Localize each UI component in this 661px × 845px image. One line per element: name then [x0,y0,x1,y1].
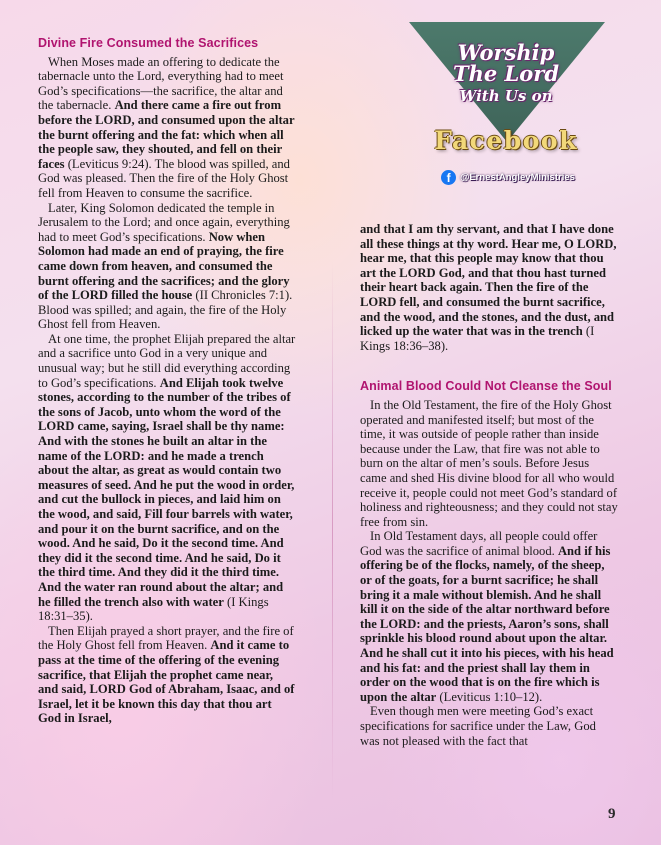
page-number: 9 [608,806,616,822]
facebook-icon: f [441,170,456,185]
promo-line-3: With Us on [459,87,553,105]
left-column [38,36,296,726]
paragraph-text: (Leviticus 1:10–12). [436,689,543,704]
paragraph-elijah-prayer [38,624,296,726]
section-heading-animal-blood: Animal Blood Could Not Cleanse the Soul [360,379,612,394]
paragraph-old-testament-fire: In the Old Testament, the fire of the Holy Ghost operated and manifested itself; but most of the time, it was outside of people rather than inside because under the Law, that fire was not able to burn on the altar of men’s souls. Before Jesus came and shed His divine blood for all who would receive it, people could not meet God’s standard of holiness and righteousness; and they could not stay free from sin. [360,397,618,529]
section-heading-divine-fire: Divine Fire Consumed the Sacrifices [38,36,259,50]
paragraph-text: In Old Testament days, all people could offer God was the sacrifice of animal blood. [360,529,598,558]
paragraph-elijah-altar [38,332,296,624]
paragraph-text: (I Kings 18:36–38). [360,324,595,353]
facebook-promo-banner[interactable] [395,22,617,192]
facebook-title: Facebook [434,126,578,155]
scripture-quote: And if his offering be of the flocks, namely, of the sheep, or of the goats, for a burnt sacrifice; he shall bring it a male without blemish. And he shall kill it on the side of the altar northward before the LORD: and the priests, Aaron’s sons, shall sprinkle his blood round about upon the altar. And he shall cut it into his pieces, with his head and his fat: and the priest shall lay them in order on the wood that is on the fire which is upon the altar [360,543,614,704]
paragraph-moses [38,55,296,201]
right-column [360,222,618,748]
paragraph-text: Then Elijah prayed a short prayer, and the fire of the Holy Ghost fell from Heaven. [38,623,294,653]
facebook-handle-text: @ErnestAngleyMinistries [460,171,575,183]
paragraph-law-sacrifice: Even though men were meeting God’s exact specifications for sacrifice under the Law, God was not pleased with the fact that [360,704,596,748]
paragraph-text: (Leviticus 9:24). The blood was spilled, and God was pleased. Then the fire of the Holy Ghost fell from Heaven to consume the sacrifice. [38,156,290,200]
scripture-quote: And there came a fire out from before the LORD, and consumed upon the altar the burnt offering and the fat: which when all the people saw, they shouted, and fell on their faces [38,98,295,171]
column-divider [332,260,333,800]
promo-tagline [395,42,617,107]
scripture-quote: and that I am thy servant, and that I have done all these things at thy word. Hear me, O LORD, hear me, that this people may know that thou art the LORD God, and that thou hast turned their heart back again. Then the fire of the LORD fell, and consumed the burnt sacrifice, and the wood, and the stones, and the dust, and licked up the water that was in the trench [360,222,617,339]
promo-line-1: Worship [457,40,555,65]
paragraph-text: At one time, the prophet Elijah prepared the altar and a sacrifice unto God in a very unique and unusual way; but he still did everything according to God’s specifications. [38,331,296,390]
paragraph-text: (I Kings 18:31–35). [38,594,269,624]
scripture-quote: And Elijah took twelve stones, according to the number of the tribes of the sons of Jacob, unto whom the word of the LORD came, saying, Israel shall be thy name: And with the stones he built an altar in the name of the LORD: and he made a trench about the altar, as great as would contain two measures of seed. And he put the wood in order, and cut the bullock in pieces, and laid him on the wood, and said, Fill four barrels with water, and pour it on the burnt sacrifice, and on the wood. And he said, Do it the second time. And they did it the second time. And he said, Do it the third time. And they did it the third time. And the water ran round about the altar; and he filled the trench also with water [38,375,295,609]
scripture-quote: Now when Solomon had made an end of praying, the fire came down from heaven, and consumed the burnt offering and the sacrifices; and the glory of the LORD filled the house [38,229,290,303]
paragraph-animal-sacrifice [360,529,618,704]
paragraph-text: (II Chronicles 7:1). Blood was spilled; and again, the fire of the Holy Ghost fell from Heaven. [38,288,293,332]
paragraph-text: When Moses made an offering to dedicate the tabernacle unto the Lord, everything had to meet God’s specifications—the sacrifice, the altar and the tabernacle. [38,54,284,113]
paragraph-elijah-prayer-continued [360,222,618,353]
scripture-quote: And it came to pass at the time of the offering of the evening sacrifice, that Elijah the prophet came near, and said, LORD God of Abraham, Isaac, and of Israel, let it be known this day that thou art God in Israel, [38,638,295,726]
promo-line-2: The Lord [452,61,560,86]
facebook-handle[interactable] [413,168,603,186]
paragraph-solomon [38,201,296,332]
paragraph-text: Later, King Solomon dedicated the temple in Jerusalem to the Lord; and once again, everything had to meet God’s specifications. [38,200,290,244]
